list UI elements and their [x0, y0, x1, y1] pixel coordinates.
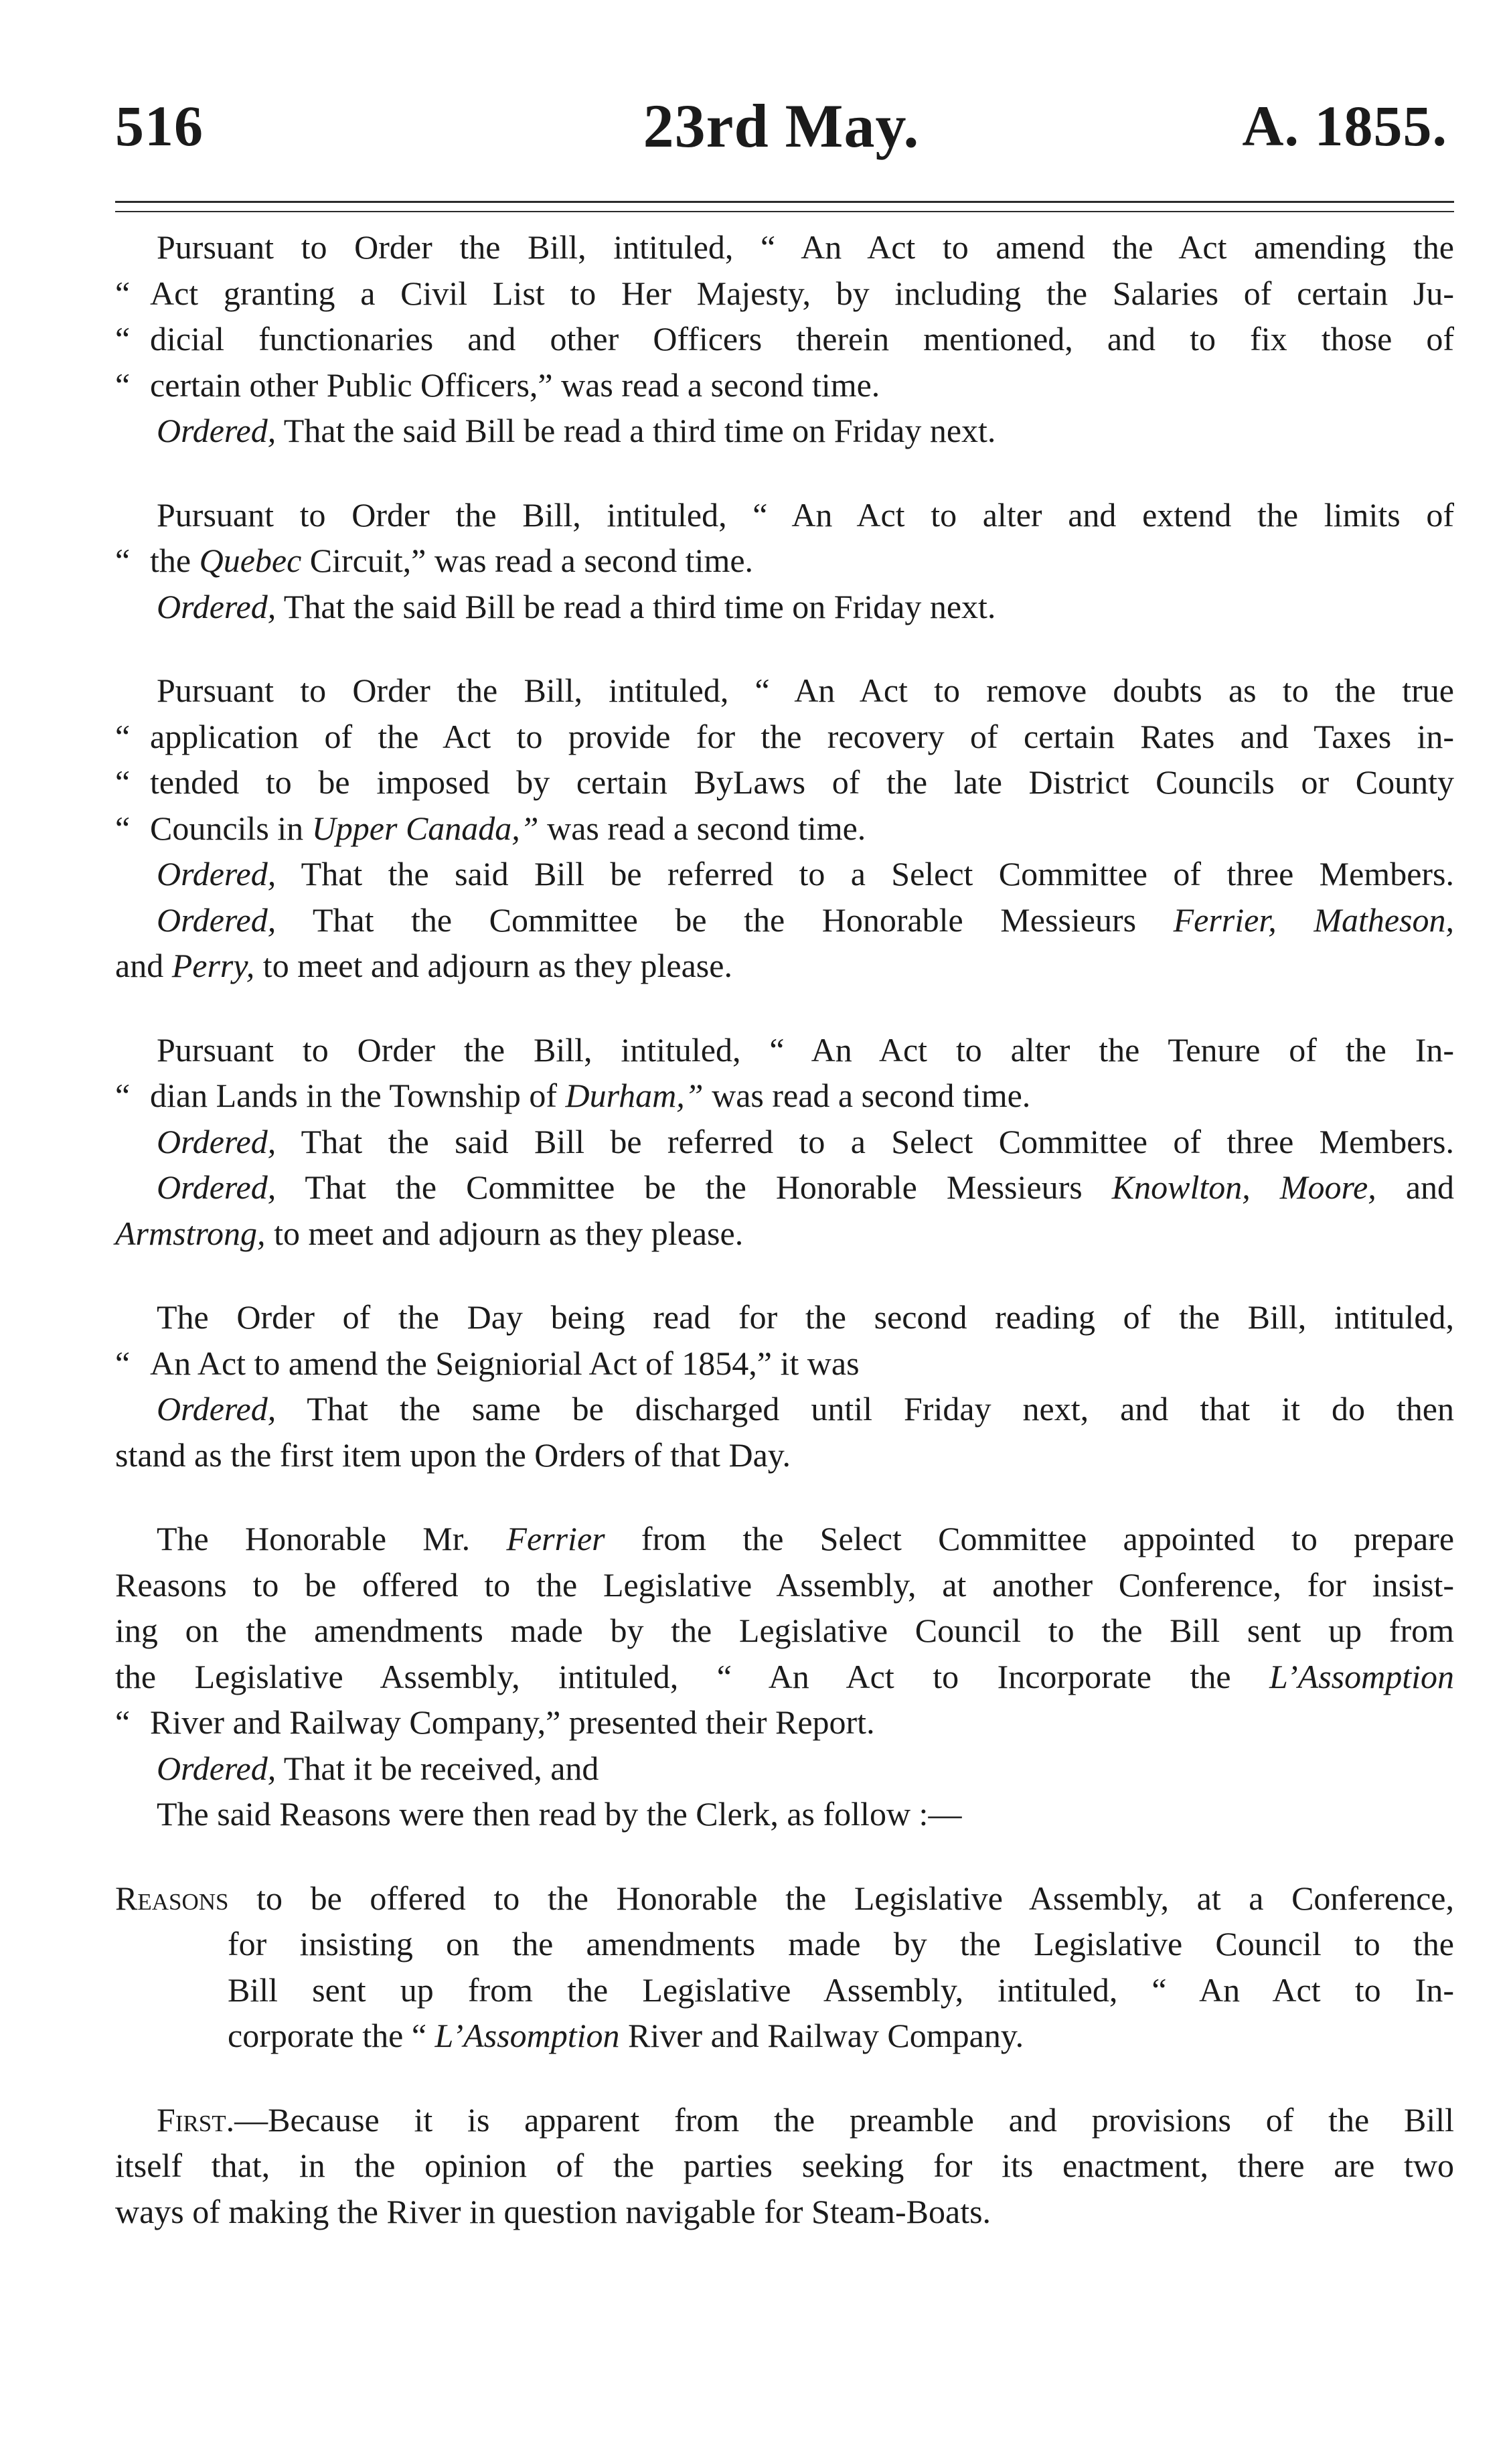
quote-mark: “ — [115, 809, 131, 847]
text-line: “ Act granting a Civil List to Her Majesty, by including the Salaries of certain Ju- — [115, 271, 1454, 317]
page-date: 23rd May. — [643, 92, 920, 160]
quote-mark: “ — [115, 1077, 131, 1114]
ordered-line: Ordered, That it be received, and — [157, 1749, 599, 1787]
ordered-line: Ordered, That the said Bill be read a third time on Friday next. — [157, 587, 996, 625]
quote-mark: “ — [115, 320, 131, 358]
text-line: corporate the “ L’Assomption River and Railway Company. — [228, 2017, 1024, 2054]
text-line: for insisting on the amendments made by the Legislative Council to the — [228, 1925, 1454, 1962]
paragraph-seigniorial-act — [115, 1294, 1454, 1478]
ordered-line: Ordered, That the said Bill be referred to a Select Committee of three Members. — [157, 1122, 1454, 1160]
quote-mark: “ — [115, 763, 131, 801]
text-line: and Perry, to meet and adjourn as they please. — [115, 947, 732, 984]
paragraph-indian-lands-bill — [115, 1027, 1454, 1257]
page-body — [115, 224, 1454, 2273]
text-line: “ tended to be imposed by certain ByLaws of the late District Councils or County — [115, 759, 1454, 805]
paragraph-quebec-circuit-bill — [115, 492, 1454, 630]
quote-mark: “ — [115, 274, 131, 312]
quote-mark: “ — [115, 1703, 131, 1741]
text-line: “ dicial functionaries and other Officers therein mentioned, and to fix those of — [115, 316, 1454, 362]
text-line: First.—Because it is apparent from the preamble and provisions of the Bill — [157, 2100, 1454, 2139]
ordered-line: Ordered, That the same be discharged until Friday next, and that it do then — [157, 1390, 1454, 1428]
ordered-line: Ordered, That the said Bill be referred to a Select Committee of three Members. — [157, 855, 1454, 893]
first-heading: First. — [157, 2100, 235, 2139]
text-line: Pursuant to Order the Bill, intituled, “ An Act to alter the Tenure of the In- — [157, 1030, 1454, 1069]
text-line: The Honorable Mr. Ferrier from the Select Committee appointed to prepare — [157, 1520, 1455, 1557]
text-line: Pursuant to Order the Bill, intituled, “ An Act to remove doubts as to the true — [157, 672, 1454, 709]
paragraph-rates-taxes-bill — [115, 668, 1454, 989]
page-number: 516 — [115, 94, 204, 158]
text-line: “ the Quebec Circuit,” was read a second time. — [115, 538, 1454, 584]
ordered-line: Ordered, That the Committee be the Honorable Messieurs Ferrier, Matheson, — [157, 901, 1455, 939]
text-line: Bill sent up from the Legislative Assembly, intituled, “ An Act to In- — [228, 1971, 1454, 2009]
text-line: “ certain other Public Officers,” was read a second time. — [115, 362, 1454, 408]
header-rule — [115, 201, 1454, 212]
text-line: Pursuant to Order the Bill, intituled, “ An Act to alter and extend the limits of — [157, 495, 1454, 534]
quote-mark: “ — [115, 717, 131, 755]
text-line: “ Councils in Upper Canada,” was read a second time. — [115, 805, 1454, 852]
text-line: itself that, in the opinion of the parties seeking for its enactment, there are two — [115, 2147, 1454, 2184]
text-line: ways of making the River in question navigable for Steam-Boats. — [115, 2192, 991, 2230]
text-line: “ application of the Act to provide for the recovery of certain Rates and Taxes in- — [115, 714, 1454, 760]
text-line: “ An Act to amend the Seigniorial Act of 1854,” it was — [115, 1340, 1454, 1387]
quote-mark: “ — [115, 1344, 131, 1382]
page-header — [115, 86, 1447, 166]
quote-mark: “ — [115, 542, 131, 579]
text-line: the Legislative Assembly, intituled, “ An Act to Incorporate the L’Assomption — [115, 1657, 1454, 1695]
text-line: Reasons to be offered to the Legislative Assembly, at another Conference, for insist- — [115, 1565, 1454, 1604]
reasons-heading: Reasons — [115, 1879, 229, 1917]
text-line: “ dian Lands in the Township of Durham,” was read a second time. — [115, 1073, 1454, 1119]
text-line: “ River and Railway Company,” presented their Report. — [115, 1699, 1454, 1746]
paragraph-committee-report — [115, 1516, 1454, 1837]
text-line: stand as the first item upon the Orders of that Day. — [115, 1436, 791, 1474]
text-line: The said Reasons were then read by the Clerk, as follow :— — [157, 1795, 962, 1833]
ordered-line: Ordered, That the Committee be the Honorable Messieurs Knowlton, Moore, and — [157, 1168, 1455, 1206]
paragraph-reasons-heading — [115, 1875, 1454, 2059]
ordered-line: Ordered, That the said Bill be read a third time on Friday next. — [157, 412, 996, 449]
text-line: Pursuant to Order the Bill, intituled, “ An Act to amend the Act amending the — [157, 228, 1454, 266]
text-line: Armstrong, to meet and adjourn as they please. — [115, 1214, 744, 1252]
text-line: Reasons to be offered to the Honorable the Legislative Assembly, at a Conference, — [115, 1879, 1454, 1917]
page-year: A. 1855. — [1242, 94, 1447, 158]
text-line: The Order of the Day being read for the second reading of the Bill, intituled, — [157, 1298, 1454, 1336]
paragraph-first-reason — [115, 2097, 1454, 2235]
paragraph-civil-list-bill — [115, 224, 1454, 454]
quote-mark: “ — [115, 366, 131, 404]
text-line: ing on the amendments made by the Legislative Council to the Bill sent up from — [115, 1612, 1454, 1649]
